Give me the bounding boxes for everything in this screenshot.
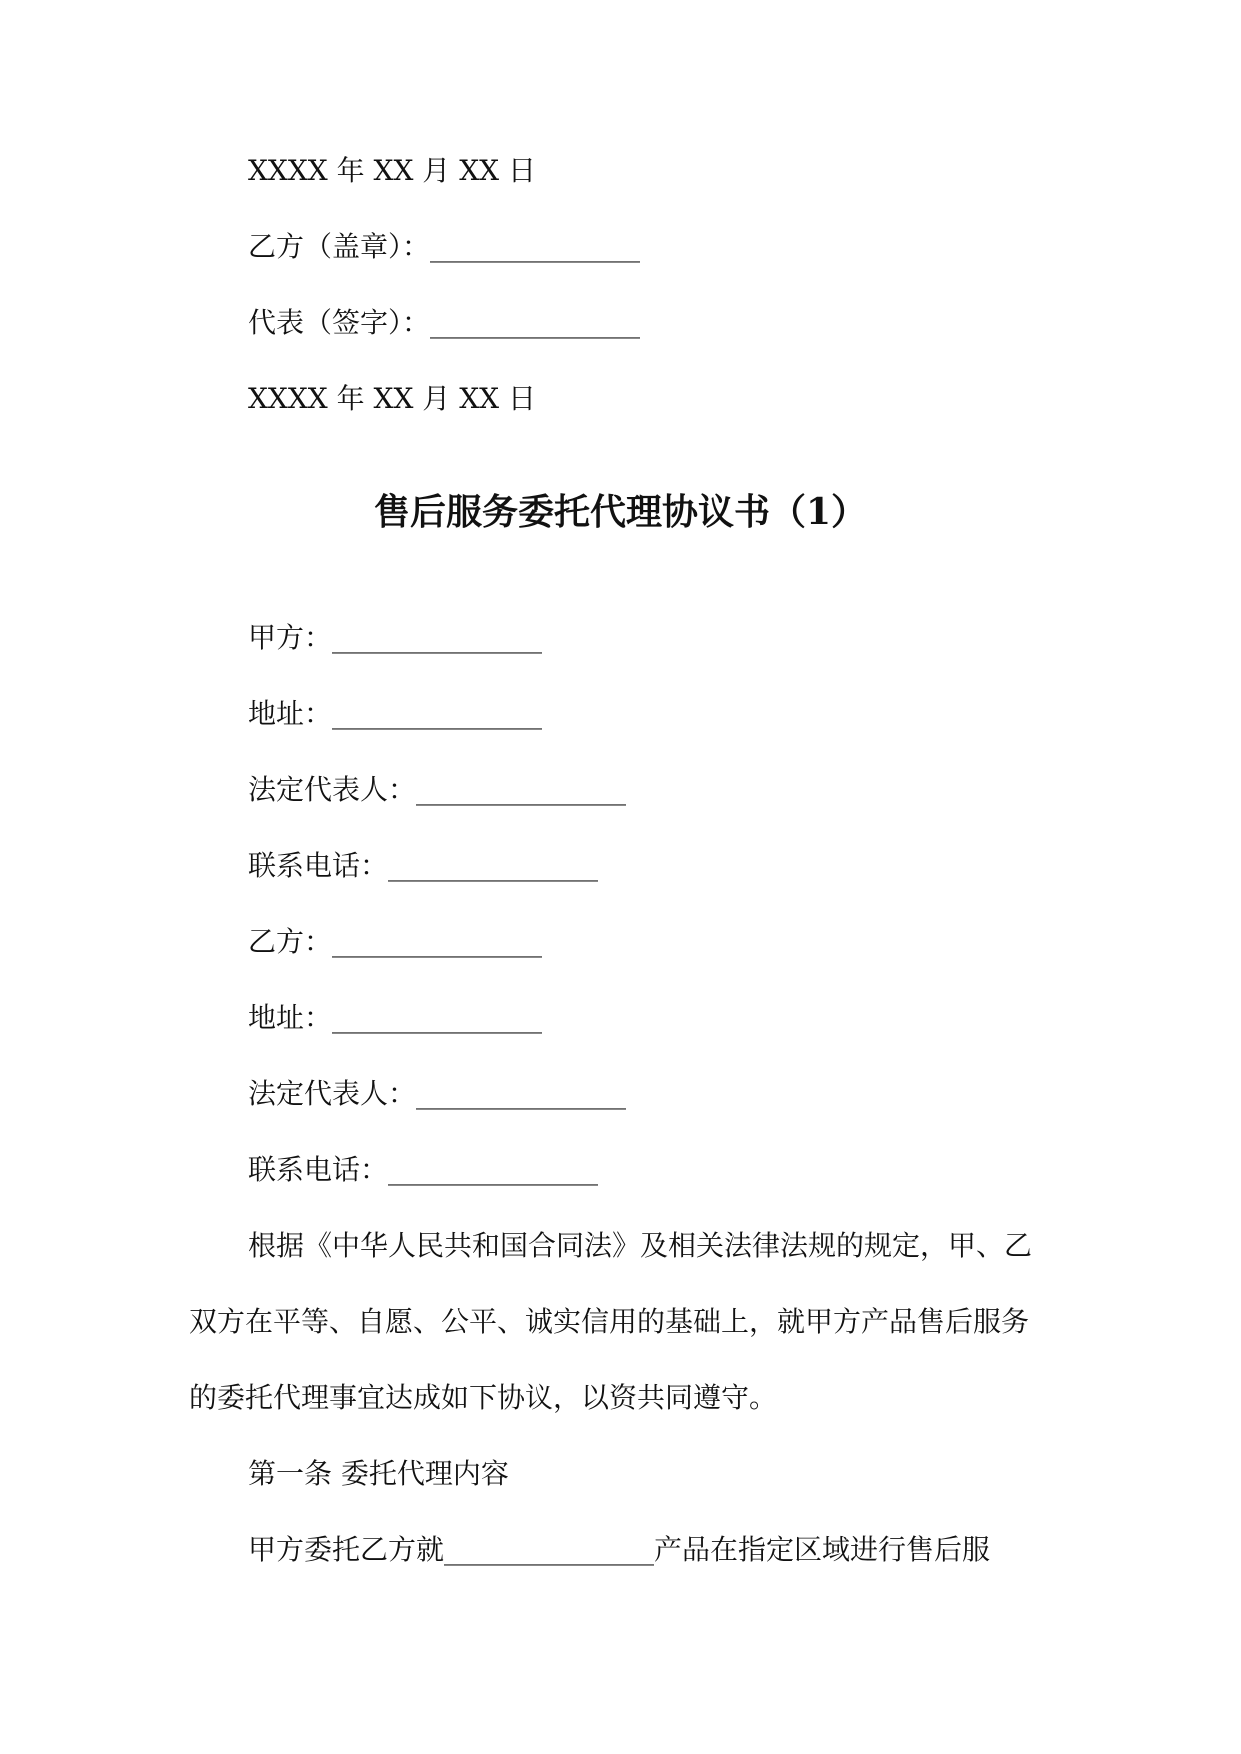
article-1-line-1: 甲方委托乙方就_______________产品在指定区域进行售后服: [248, 1533, 991, 1566]
preamble-line-3: 的委托代理事宜达成如下协议，以资共同遵守。: [189, 1381, 778, 1414]
signature-date-2: XXXX 年 XX 月 XX 日: [248, 382, 536, 415]
party-b-legal-rep-field: 法定代表人：_______________: [248, 1077, 627, 1110]
party-a-legal-rep-field: 法定代表人：_______________: [248, 773, 627, 806]
article-1-heading: 第一条 委托代理内容: [248, 1457, 509, 1490]
party-b-name-field: 乙方：_______________: [248, 925, 543, 958]
party-b-phone-field: 联系电话：_______________: [248, 1153, 599, 1186]
party-a-name-field: 甲方：_______________: [248, 621, 543, 654]
party-a-address-field: 地址：_______________: [248, 697, 543, 730]
signature-date-1: XXXX 年 XX 月 XX 日: [248, 154, 536, 187]
party-a-phone-field: 联系电话：_______________: [248, 849, 599, 882]
party-b-address-field: 地址：_______________: [248, 1001, 543, 1034]
representative-sign-field: 代表（签字）：_______________: [248, 306, 641, 339]
party-b-seal-field: 乙方（盖章）：_______________: [248, 230, 641, 263]
document-title: 售后服务委托代理协议书（1）: [373, 491, 868, 533]
preamble-line-2: 双方在平等、自愿、公平、诚实信用的基础上，就甲方产品售后服务: [189, 1305, 1030, 1338]
preamble-line-1: 根据《中华人民共和国合同法》及相关法律法规的规定，甲、乙: [248, 1229, 1033, 1262]
